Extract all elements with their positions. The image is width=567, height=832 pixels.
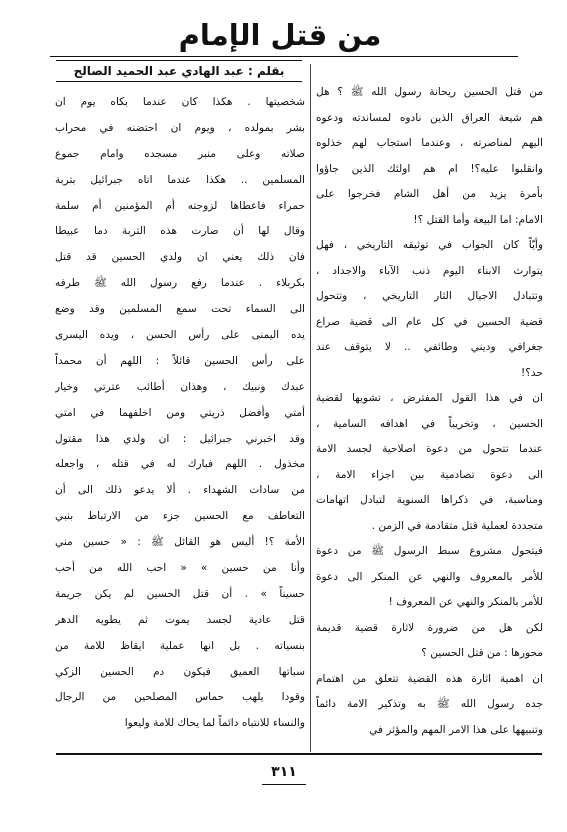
text-line: حمراء فاعطاها لزوجته أم المؤمنين أم سلمة bbox=[55, 199, 305, 212]
text-line: حسيناً » . أن قتل الحسين لم يكن جريمة bbox=[55, 587, 305, 600]
text-line: المسلمين .. هكذا عندما اتاه جبرائيل بتربة bbox=[55, 173, 305, 186]
article-title: من قتل الإمام bbox=[178, 18, 382, 52]
text-line: محورها : من قتل الحسين ؟ bbox=[421, 647, 543, 659]
text-line: الأمة ؟! أليس هو القائل ﷺ : « حسين مني bbox=[55, 536, 305, 549]
text-line: فيتحول مشروع سبط الرسول ﷺ من دعوة bbox=[316, 545, 543, 557]
text-line: هم شيعة العراق الذين نادوه لمساندته ودعوه bbox=[316, 111, 543, 124]
text-line: على رأس الحسين قائلاً : اللهم أن محمداً bbox=[55, 354, 305, 367]
text-line: مخذول . اللهم فبارك له في قتله ، واجعله bbox=[55, 458, 305, 471]
text-line: من قتل الحسين ريحانة رسول الله ﷺ ؟ هل bbox=[316, 86, 543, 98]
text-line: وقودا يلهب حماس المصلحين من الرجال bbox=[55, 691, 305, 704]
text-line: صلاته وعلى منبر مسجده وامام جموع bbox=[55, 147, 305, 160]
text-line: الحسين ، وتخريباً في اهدافه السامية ، bbox=[316, 417, 543, 430]
column-divider bbox=[310, 64, 311, 752]
text-line: أمتي وأفضل ذريتي ومن اخلفهما في امتي bbox=[55, 406, 305, 419]
text-line: متجددة لعملية قتل متقادمة في الزمن . bbox=[371, 519, 543, 532]
page-number: ٣١١ bbox=[262, 760, 306, 785]
text-line: للأمر بالمعروف والنهي عن المنكر الى دعوة bbox=[316, 570, 543, 583]
text-line: للأمر بالمنكر والنهي عن المعروف ! bbox=[388, 596, 543, 608]
text-line: عندما تتحول من دعوة اصلاحية لجسد الامة bbox=[316, 443, 543, 455]
text-line: بكربلاء . عندما رفع رسول الله ﷺ طرفه bbox=[55, 277, 305, 290]
text-line: جغرافي وديني وطائفي .. لا يتوقف عند bbox=[316, 341, 543, 353]
text-line: وأيّاً كان الجواب في توثيقه التاريخي ، فهل bbox=[316, 239, 543, 251]
text-line: وانقلبوا عليه؟! ام هم اولئك الذين جاؤوا bbox=[316, 162, 543, 175]
text-line: وقد اخبرني جبرائيل : ان ولدي هذا مقتول bbox=[55, 432, 305, 445]
text-line: من سادات الشهداء . ألا يدعو ذلك الى أن bbox=[55, 484, 305, 497]
text-line: الى دعوة تصادمية بين اجزاء الامة ، bbox=[316, 468, 543, 481]
author-byline: بقلم : عبد الهادي عبد الحميد الصالح bbox=[56, 60, 302, 82]
right-text-column bbox=[316, 80, 543, 743]
text-line: بأمرة يزيد من أهل الشام فخرجوا على bbox=[316, 188, 543, 200]
text-line: ومناسبة، في ذكراها السنوية لتبادل اتهامات bbox=[316, 494, 543, 506]
text-line: يده اليمنى على رأس الحسن ، ويده اليسرى bbox=[55, 329, 305, 342]
footer-rule bbox=[56, 753, 542, 755]
text-line: جده رسول الله ﷺ به وتذكير الامة دائماً bbox=[316, 698, 543, 710]
text-line: قضية الحسين في كل عام الى قضية صراع bbox=[316, 315, 543, 328]
title-underline bbox=[50, 56, 518, 57]
text-line: قتل عادية لجسد يموت ثم يطويه الدهر bbox=[55, 613, 305, 626]
left-text-column bbox=[55, 90, 305, 737]
text-line: وتتبادل الاجيال الثار التاريخي ، وتتحول bbox=[316, 290, 543, 302]
text-line: التعاطف مع الحسين جزء من الارتباط بنبي bbox=[55, 510, 305, 523]
text-line: والنساء للانتباه دائماً لما يحاك للامة وليعوا bbox=[124, 717, 305, 730]
text-line: بنسياته . بل انها عملية ايقاظ للامة من bbox=[55, 639, 305, 652]
text-line: وأنا من حسين » « احب الله من أحب bbox=[55, 562, 305, 575]
text-line: الى السماء تحت سمع المسلمين وقد وضع bbox=[55, 303, 305, 316]
text-line: حد؟! bbox=[521, 366, 543, 379]
text-line: ان في هذا القول المفترض ، تشويها لقضية bbox=[316, 392, 543, 404]
text-line: فان ذلك يعني ان ولدي الحسين قد قتل bbox=[55, 251, 305, 264]
text-line: لكن هل من ضرورة لاثارة قضية قديمة bbox=[316, 621, 543, 634]
text-line: اليهم لمناصرته ، وعندما استجاب لهم خذلوه bbox=[316, 137, 543, 149]
text-line: يتوارث الابناء اليوم ذنب الآباء والاجداد ، bbox=[316, 264, 543, 277]
text-line: سباتها العميق فيكون دم الحسين الزكي bbox=[55, 665, 305, 678]
text-line: شخصيتها . هكذا كان عندما بكاه يوم ان bbox=[55, 96, 305, 108]
text-line: وتنبيهها على هذا الامر المهم والمؤثر في bbox=[369, 723, 543, 736]
text-line: عبدك ونبيك ، وهذان أطائب عترتي وخيار bbox=[55, 380, 305, 393]
text-line: ان اهمية اثارة هذه القضية تتعلق من اهتمام bbox=[316, 672, 543, 685]
text-line: بشر بمولده ، ويوم ان احتضنه في محراب bbox=[55, 121, 305, 134]
text-line: وقال لها أن صارت هذه التربة دما عبيطا bbox=[55, 225, 305, 238]
text-line: الامام: اما البيعة وأما القتل ؟! bbox=[413, 213, 543, 226]
